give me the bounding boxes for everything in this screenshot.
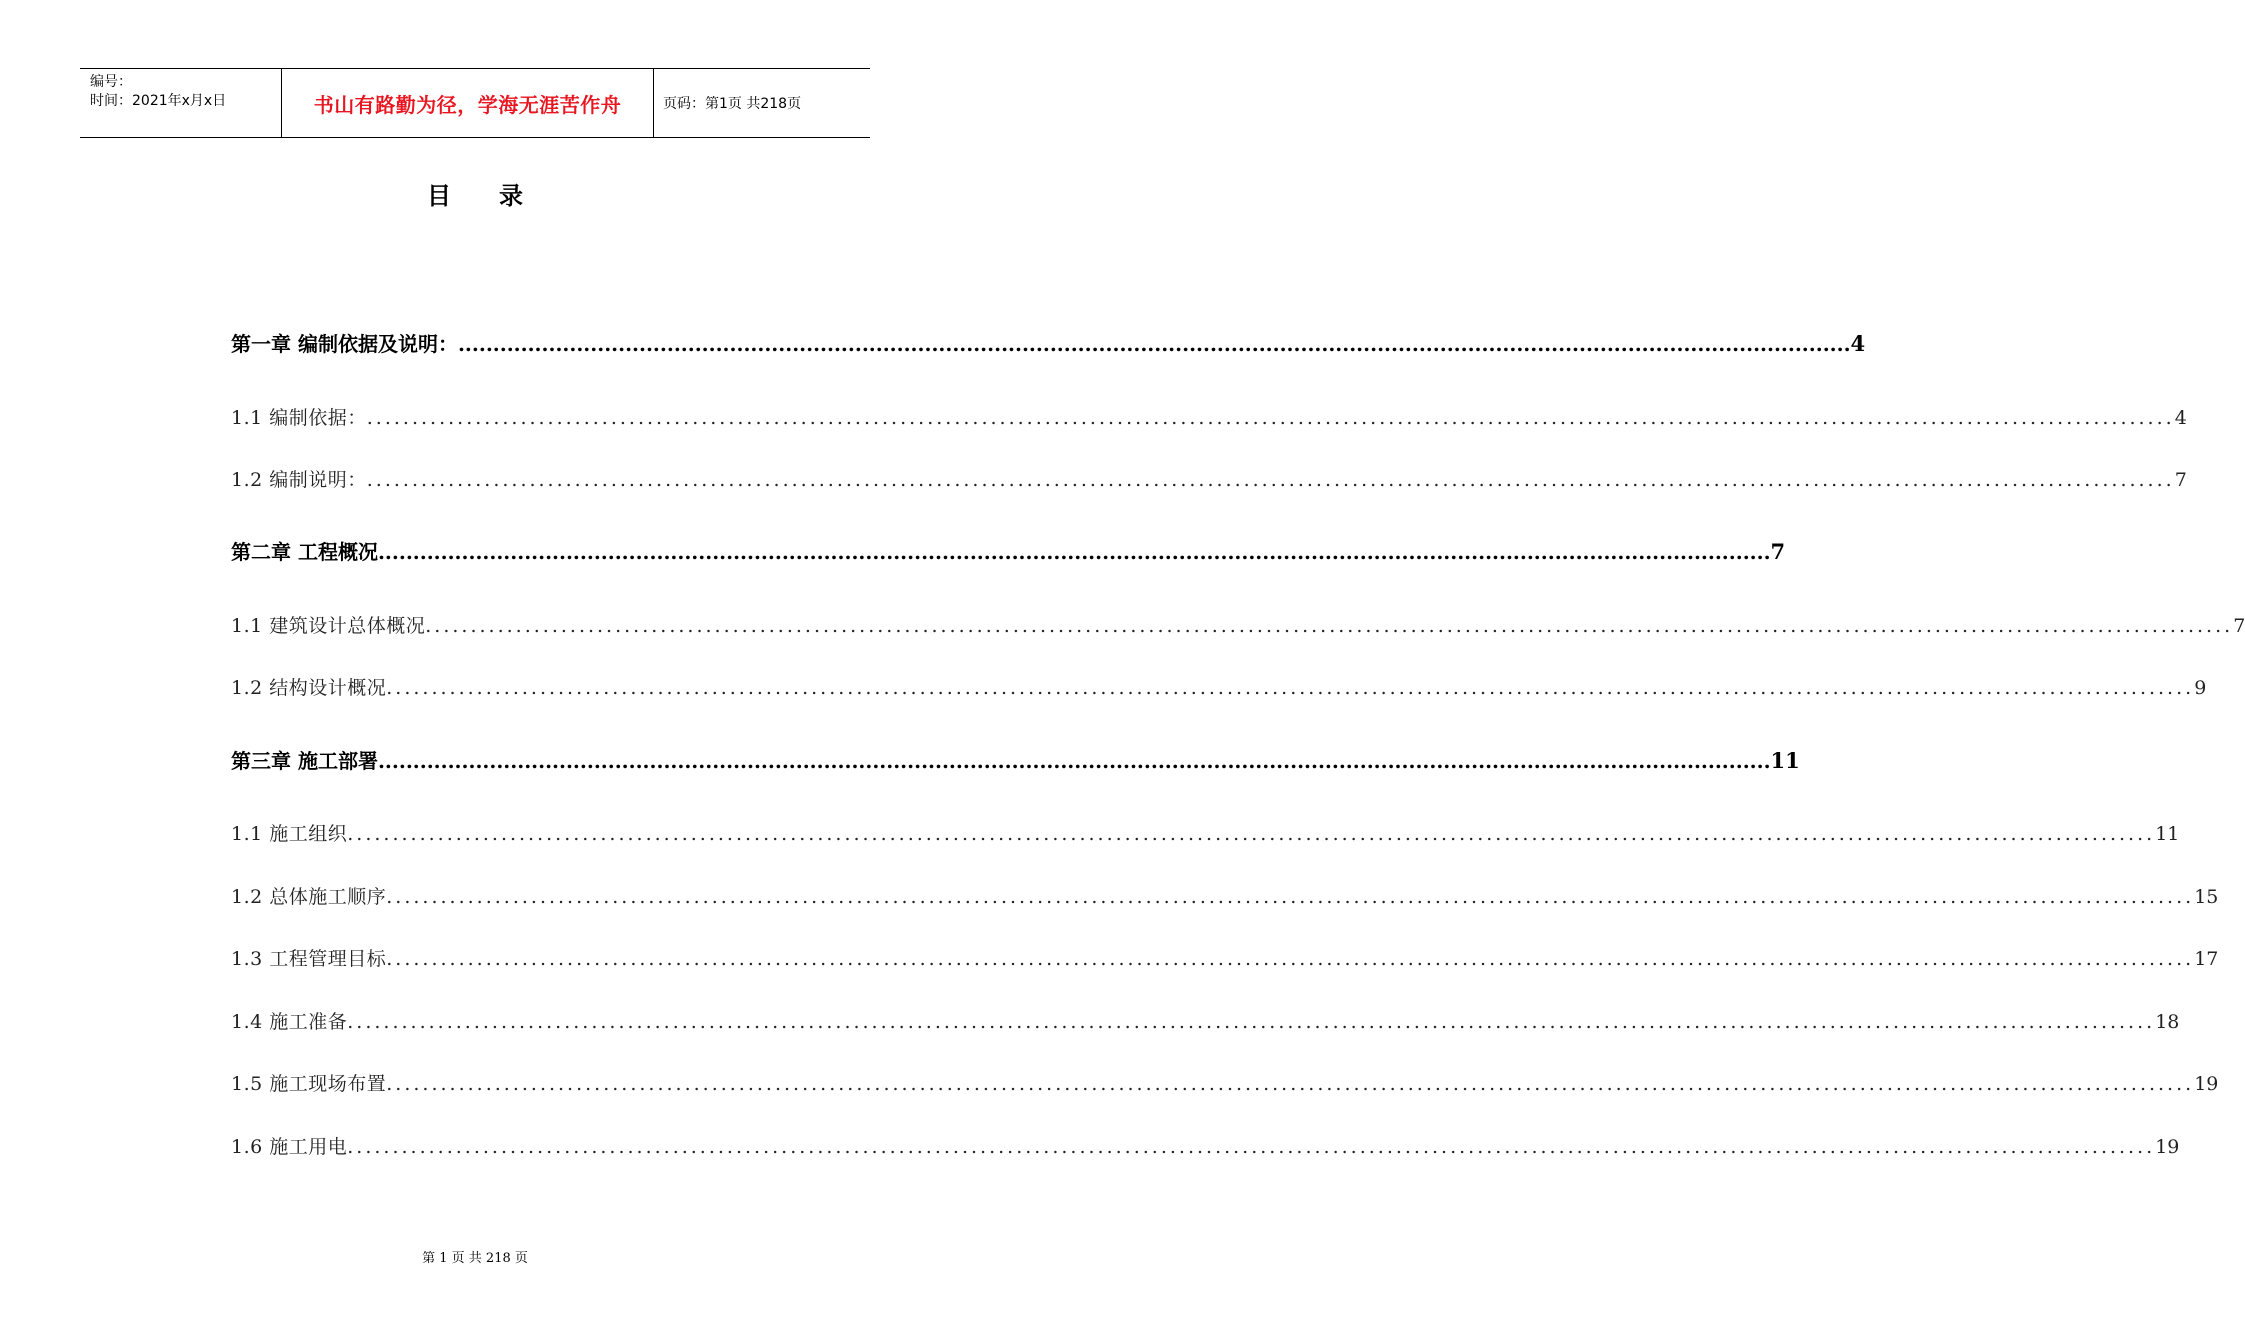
toc-label: 1.1 编制依据： [231,407,367,429]
toc-entry[interactable] [231,1007,2180,1034]
toc-leader: ........................................................................................................................................................................................................ [425,615,2234,637]
toc-entry[interactable] [231,465,2187,492]
toc-entry[interactable] [231,882,2219,909]
toc-page: 15 [2194,886,2219,908]
toc-label: 1.5 施工现场布置 [231,1073,387,1095]
toc-page: 19 [2194,1073,2219,1095]
page-header [80,68,870,138]
toc-leader: ........................................................................................................................................................................................................ [347,823,2156,845]
toc-leader: ........................................................................................................................................................................................................ [386,677,2195,699]
toc-leader: ........................................................................................................................................................................................................ [377,749,1771,773]
toc-leader: ........................................................................................................................................................................................................ [347,1011,2156,1033]
toc-leader: ........................................................................................................................................................................................................ [386,886,2195,908]
toc-label: 1.4 施工准备 [231,1011,348,1033]
toc-page: 19 [2155,1136,2180,1158]
toc-entry[interactable] [231,611,2245,638]
toc-page: 18 [2155,1011,2180,1033]
toc-page: 7 [2233,615,2245,637]
toc-label: 第一章 编制依据及说明： [231,332,458,356]
header-page-info: 页码：第1页 共218页 [663,96,802,112]
toc-entry[interactable] [231,403,2187,430]
toc-leader: ........................................................................................................................................................................................................ [386,948,2195,970]
toc-leader: ........................................................................................................................................................................................................ [457,332,1851,356]
toc-page: 11 [1770,748,1800,773]
toc-page: 9 [2194,677,2207,699]
header-motto: 书山有路勤为径，学海无涯苦作舟 [281,69,654,137]
toc-label: 1.6 施工用电 [231,1136,348,1158]
toc-entry[interactable] [231,536,1786,565]
toc-label: 1.2 编制说明： [231,469,367,491]
toc-page: 7 [1770,539,1786,564]
header-time: 时间：2021年x月x日 [90,93,227,109]
toc-label: 1.2 结构设计概况 [231,677,387,699]
toc-label: 1.2 总体施工顺序 [231,886,387,908]
header-number: 编号： [90,74,132,90]
toc-page: 11 [2155,823,2180,845]
toc-page: 4 [2174,407,2187,429]
toc-entry[interactable] [231,328,1866,357]
page-title: 目录 [427,182,571,210]
toc-leader: ........................................................................................................................................................................................................ [347,1136,2156,1158]
toc-label: 1.1 建筑设计总体概况 [231,615,426,637]
header-meta [80,69,281,137]
toc-leader: ........................................................................................................................................................................................................ [377,540,1771,564]
toc-entry[interactable] [231,1132,2180,1159]
toc-page: 17 [2194,948,2219,970]
toc-entry[interactable] [231,819,2180,846]
page-footer: 第 1 页 共 218 页 [422,1251,528,1266]
toc-leader: ........................................................................................................................................................................................................ [366,407,2175,429]
toc-leader: ........................................................................................................................................................................................................ [366,469,2175,491]
toc-entry[interactable] [231,1069,2219,1096]
toc-page: 4 [1850,331,1866,356]
toc-entry[interactable] [231,944,2219,971]
toc-entry[interactable] [231,745,1800,774]
toc-label: 1.1 施工组织 [231,823,348,845]
toc-label: 1.3 工程管理目标 [231,948,387,970]
toc-page: 7 [2174,469,2187,491]
toc-entry[interactable] [231,673,2207,700]
toc-leader: ........................................................................................................................................................................................................ [386,1073,2195,1095]
toc-label: 第二章 工程概况 [231,540,378,564]
toc-label: 第三章 施工部署 [231,749,378,773]
